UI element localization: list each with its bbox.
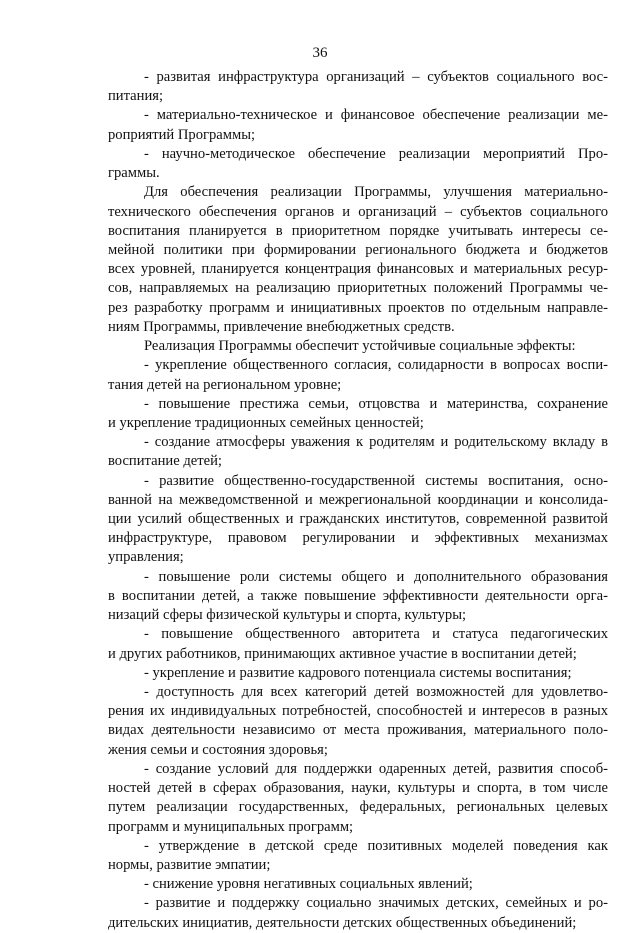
text-line: всех уровней, планируется концентрация финансовых и материальных ресур- [108,261,608,278]
text-line: - повышение престижа семьи, отцовства и материнства, сохранение [144,395,608,412]
text-line: - создание атмосферы уважения к родителям и родительскому вкладу в [144,434,608,451]
text-line: путем реализации государственных, федеральных, региональных целевых [108,799,608,816]
text-line: видах деятельности независимо от места проживания, материального поло- [108,722,608,739]
text-line: - утверждение в детской среде позитивных моделей поведения как [144,837,608,854]
document-text [108,68,608,933]
text-line: ностей детей в сферах образования, науки, культуры и спорта, в том числе [108,780,608,797]
text-line: - научно-методическое обеспечение реализации мероприятий Про- [144,145,608,162]
text-line: ниям Программы, привлечение внебюджетных средств. [108,318,455,335]
text-line: программ и муниципальных программ; [108,818,354,835]
text-line: - повышение общественного авторитета и статуса педагогических [144,626,608,643]
text-line: сов, направляемых на реализацию приоритетных положений Программы че- [108,280,608,297]
text-line: управления; [108,549,184,566]
text-line: - снижение уровня негативных социальных явлений; [144,876,473,893]
text-line: жения семьи и состояния здоровья; [108,741,328,758]
text-line: Для обеспечения реализации Программы, улучшения материально- [144,184,608,201]
text-line: Реализация Программы обеспечит устойчивые социальные эффекты: [144,338,576,355]
text-line: воспитание детей; [108,453,222,470]
text-line: питания; [108,88,164,105]
text-line: воспитания планируется в приоритетном порядке учитывать интересы се- [108,222,608,239]
text-line: - укрепление общественного согласия, солидарности в вопросах воспи- [144,357,608,374]
page-number: 36 [312,45,328,61]
text-line: рез разработку программ и инициативных проектов по отдельным направле- [108,299,608,316]
text-line: - создание условий для поддержки одаренных детей, развития способ- [144,760,608,777]
text-line: дительских инициатив, деятельности детских общественных объединений; [108,914,577,931]
text-line: низаций сферы физической культуры и спорта, культуры; [108,607,467,624]
text-line: - развитая инфраструктура организаций – субъектов социального вос- [144,69,608,85]
text-line: технического обеспечения органов и организаций – субъектов социального [108,203,608,220]
text-line: мейной политики при формировании регионального бюджета и бюджетов [108,241,608,258]
text-line: в воспитании детей, а также повышение эффективности деятельности орга- [108,587,608,604]
text-line: и других работников, принимающих активное участие в воспитании детей; [108,645,577,662]
text-line: - развитие общественно-государственной системы воспитания, осно- [144,472,608,489]
text-line: тания детей на региональном уровне; [108,376,342,393]
text-line: - доступность для всех категорий детей возможностей для удовлетво- [144,684,608,700]
text-line: - развитие и поддержку социально значимых детских, семейных и ро- [144,895,608,912]
text-line: - материально-техническое и финансовое обеспечение реализации ме- [144,107,608,124]
text-line: ции усилий общественных и гражданских институтов, современной развитой [108,511,608,528]
text-line: - повышение роли системы общего и дополнительного образования [144,568,608,585]
text-line: нормы, развитие эмпатии; [108,856,271,873]
text-line: роприятий Программы; [108,126,256,143]
text-line: инфраструктуре, правовом регулировании и эффективных механизмах [108,530,608,547]
text-line: - укрепление и развитие кадрового потенциала системы воспитания; [144,664,572,681]
text-line: и укрепление традиционных семейных ценностей; [108,414,424,431]
text-line: ванной на межведомственной и межрегиональной координации и консолида- [108,491,608,508]
text-line: рения их индивидуальных потребностей, способностей и интересов в разных [108,703,608,720]
text-line: граммы. [108,165,160,182]
